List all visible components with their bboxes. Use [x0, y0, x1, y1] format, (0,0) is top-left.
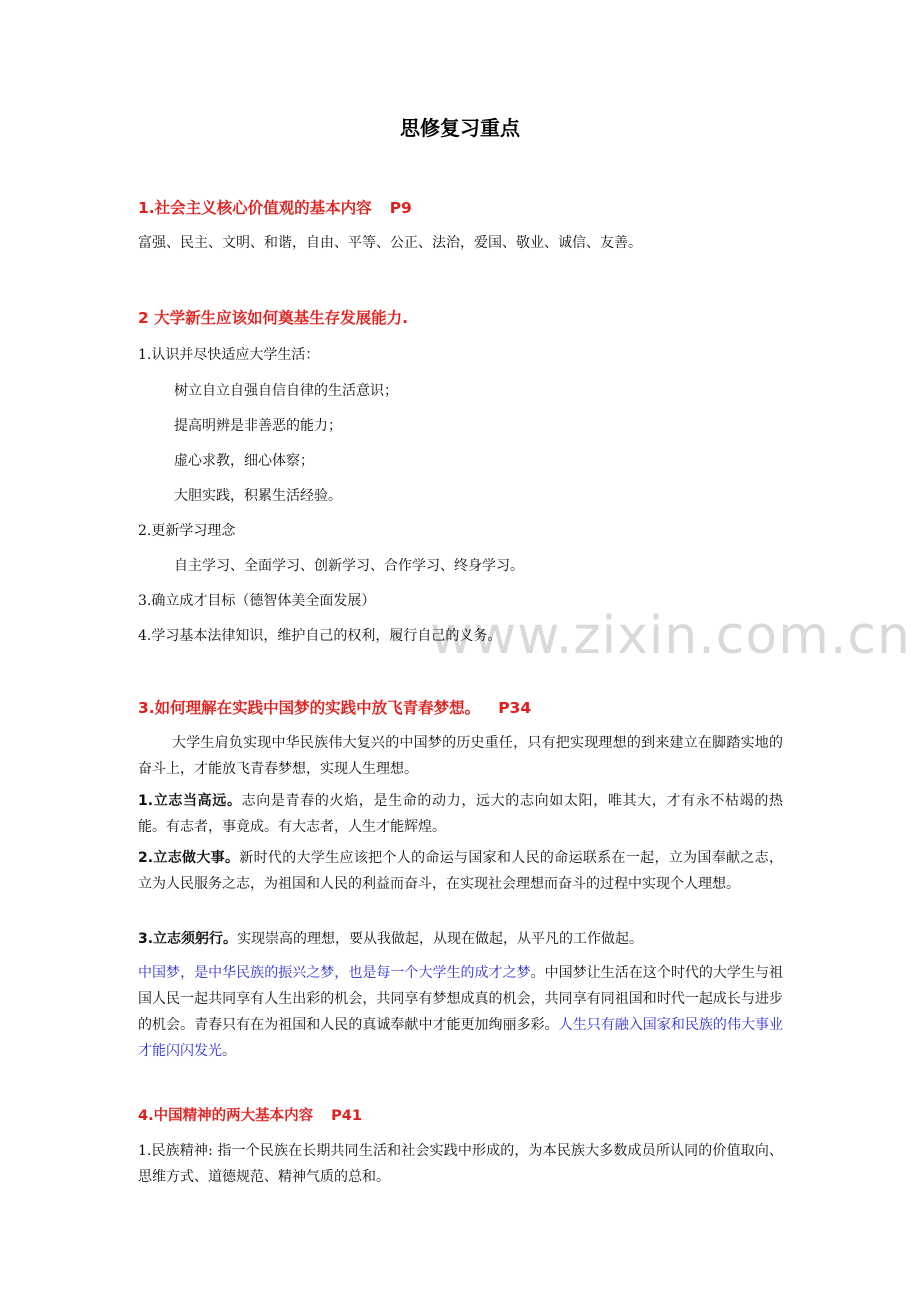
section-3-point-1	[138, 788, 783, 840]
list-item: 自主学习、全面学习、创新学习、合作学习、终身学习。	[174, 558, 524, 574]
section-3-intro: 大学生肩负实现中华民族伟大复兴的中国梦的历史重任，只有把实现理想的到来建立在脚踏实地的奋斗上，才能放飞青春梦想，实现人生理想。	[138, 735, 783, 777]
highlight-text: 中国梦，是中华民族的振兴之梦，也是每一个大学生的成才之梦	[138, 965, 531, 981]
section-1-page-ref: P9	[389, 199, 412, 217]
section-1-body: 富强、民主、文明、和谐，自由、平等、公正、法治，爱国、敬业、诚信、友善。	[138, 235, 642, 251]
watermark: www.zixin.com.cn	[430, 606, 911, 666]
point-lead: 3.立志须躬行。	[138, 931, 238, 947]
section-1-heading-text: 1.社会主义核心价值观的基本内容	[138, 199, 372, 217]
section-2-heading: 2 大学新生应该如何奠基生存发展能力.	[138, 309, 409, 327]
section-3-heading-text: 3.如何理解在实践中国梦的实践中放飞青春梦想。	[138, 699, 481, 717]
section-4-body: 1.民族精神: 指一个民族在长期共同生活和社会实践中形成的，为本民族大多数成员所认同的价值取向、思维方式、道德规范、精神气质的总和。	[138, 1143, 783, 1185]
list-item: 1.认识并尽快适应大学生活：	[138, 347, 320, 363]
section-3-point-2	[138, 845, 783, 897]
point-text: 实现崇高的理想，要从我做起，从现在做起，从平凡的工作做起。	[237, 931, 644, 947]
section-4-heading-text: 4.中国精神的两大基本内容	[138, 1108, 314, 1124]
closing-end: 。	[222, 1043, 236, 1059]
list-item: 提高明辨是非善恶的能力；	[174, 418, 342, 434]
section-1-heading	[138, 196, 412, 218]
point-text: 志向是青春的火焰，是生命的动力，远大的志向如太阳，唯其大，才有永不枯竭的热能。有志者，事竟成。有大志者，人生才能辉煌。	[138, 793, 783, 835]
point-lead: 1.立志当高远。	[138, 793, 242, 809]
section-4-heading	[138, 1104, 362, 1125]
list-item: 3.确立成才目标（德智体美全面发展）	[138, 593, 376, 609]
list-item: 树立自立自强自信自律的生活意识；	[174, 383, 398, 399]
point-text: 新时代的大学生应该把个人的命运与国家和人民的命运联系在一起，立为国奉献之志，立为人民服务之志，为祖国和人民的利益而奋斗，在实现社会理想而奋斗的过程中实现个人理想。	[138, 850, 783, 892]
list-item: 虚心求教，细心体察；	[174, 453, 314, 469]
list-item: 大胆实践，积累生活经验。	[174, 488, 342, 504]
section-4-page-ref: P41	[331, 1108, 362, 1124]
highlight-text: 人生只有融入国家和民族的伟大事业才能闪闪发光	[138, 1017, 784, 1059]
page-title: 思修复习重点	[400, 116, 520, 140]
list-item: 4.学习基本法律知识，维护自己的权利，履行自己的义务。	[138, 628, 502, 644]
section-3-point-3	[138, 926, 783, 952]
point-lead: 2.立志做大事。	[138, 850, 240, 866]
section-3-closing	[138, 960, 783, 1064]
section-3-heading	[138, 696, 531, 718]
section-3-page-ref: P34	[498, 699, 532, 717]
closing-text: 。中国梦让生活在这个时代的大学生与祖国人民一起共同享有人生出彩的机会，共同享有梦想成真的机会，共同享有同祖国和时代一起成长与进步的机会。青春只有在为祖国和人民的真诚奉献中才能更加绚丽多彩。	[138, 965, 784, 1033]
list-item: 2.更新学习理念	[138, 523, 236, 539]
